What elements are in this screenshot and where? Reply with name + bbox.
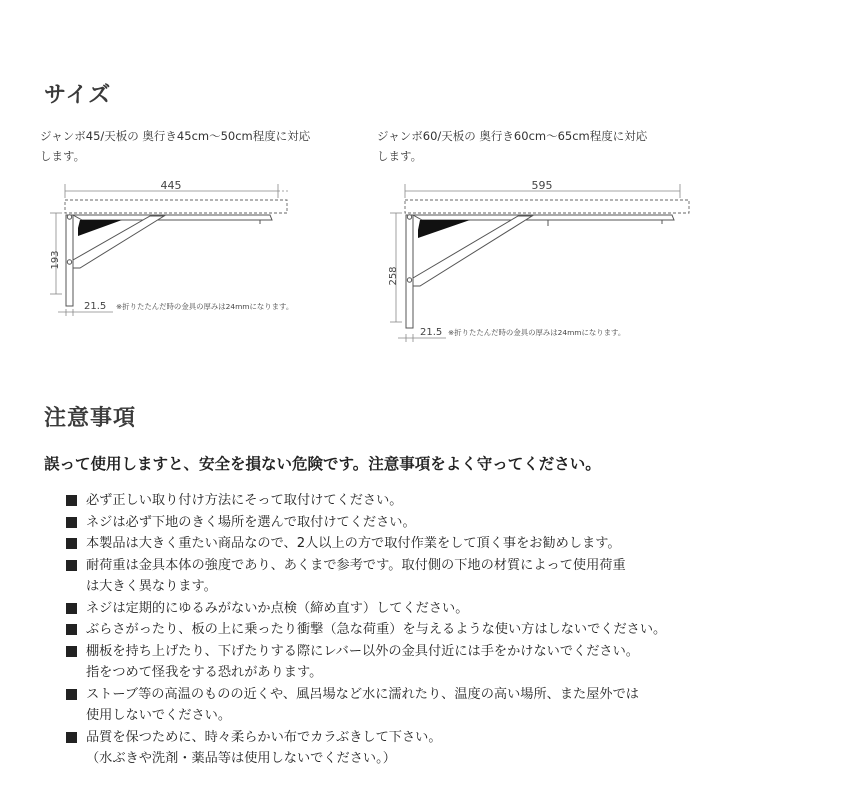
bracket-lever [78,220,122,236]
bracket-shape [406,215,674,328]
item-text: ストーブ等の高温のものの近くや、風呂場など水に濡れたり、温度の高い場所、また屋外では [86,686,639,702]
bullet-square-icon [66,517,77,528]
caption-line: ジャンボ60/天板の 奥行き60cm〜65cm程度に対応 [377,129,648,143]
width-dim-label: 595 [531,179,553,192]
list-item [66,619,746,641]
bullet-square-icon [66,624,77,635]
item-text: ネジは定期的にゆるみがないか点検（締め直す）してください。 [86,600,469,616]
bracket-diagram-jumbo45 [38,176,368,321]
bracket-diagram-jumbo60 [372,176,712,346]
caption-line: します。 [377,149,423,163]
thickness-note: ※折りたたんだ時の金具の厚みは24mmになります。 [448,328,626,337]
size-heading: サイズ [44,83,112,108]
item-text-cont: 指をつめて怪我をする恐れがあります。 [86,665,323,680]
list-item [66,490,746,512]
height-dim-label: 193 [50,250,61,270]
list-item [66,512,746,534]
height-dim-label: 258 [388,266,399,286]
item-text-cont: は大きく異なります。 [86,579,217,594]
item-text-cont: （水ぶきや洗剤・薬品等は使用しないでください。） [86,751,396,766]
item-text: 品質を保つために、時々柔らかい布でカラぶきして下さい。 [86,729,442,745]
item-text-cont: 使用しないでください。 [86,708,232,723]
list-item [66,727,746,770]
bullet-square-icon [66,603,77,614]
list-item [66,641,746,684]
product-caption-jumbo60 [377,126,707,166]
item-text: 必ず正しい取り付け方法にそって取付けてください。 [86,493,403,508]
thickness-dim-label: 21.5 [84,301,107,312]
list-item [66,598,746,620]
shelf-board [65,200,287,213]
list-item [66,533,746,555]
item-text: 棚板を持ち上げたり、下げたりする際にレバー以外の金具付近には手をかけないでください。 [86,643,639,659]
bullet-square-icon [66,560,77,571]
item-text: 本製品は大きく重たい商品なので、2人以上の方で取付作業をして頂く事をお勧めします。 [86,536,621,551]
width-dim-label: 445 [160,179,182,192]
thickness-note: ※折りたたんだ時の金具の厚みは24mmになります。 [116,302,294,311]
caution-list [66,490,746,770]
list-item [66,555,746,598]
item-text: 耐荷重は金具本体の強度であり、あくまで参考です。取付側の下地の材質によって使用荷重 [86,557,626,573]
caption-line: ジャンボ45/天板の 奥行き45cm〜50cm程度に対応 [40,129,311,143]
item-text: ネジは必ず下地のきく場所を選んで取付けてください。 [86,514,416,530]
bracket-lever [418,220,470,238]
shelf-board [405,200,689,213]
bullet-square-icon [66,689,77,700]
item-text: ぶらさがったり、板の上に乗ったり衝撃（急な荷重）を与えるような使い方はしないでください。 [86,622,667,637]
bullet-square-icon [66,732,77,743]
thickness-dim-label: 21.5 [420,327,443,338]
bullet-square-icon [66,646,77,657]
product-caption-jumbo45 [40,126,370,166]
bullet-square-icon [66,495,77,506]
caution-lead: 誤って使用しますと、安全を損ない危険です。注意事項をよく守ってください。 [44,455,601,473]
list-item [66,684,746,727]
caution-heading: 注意事項 [44,406,137,431]
bullet-square-icon [66,538,77,549]
caption-line: します。 [40,149,86,163]
